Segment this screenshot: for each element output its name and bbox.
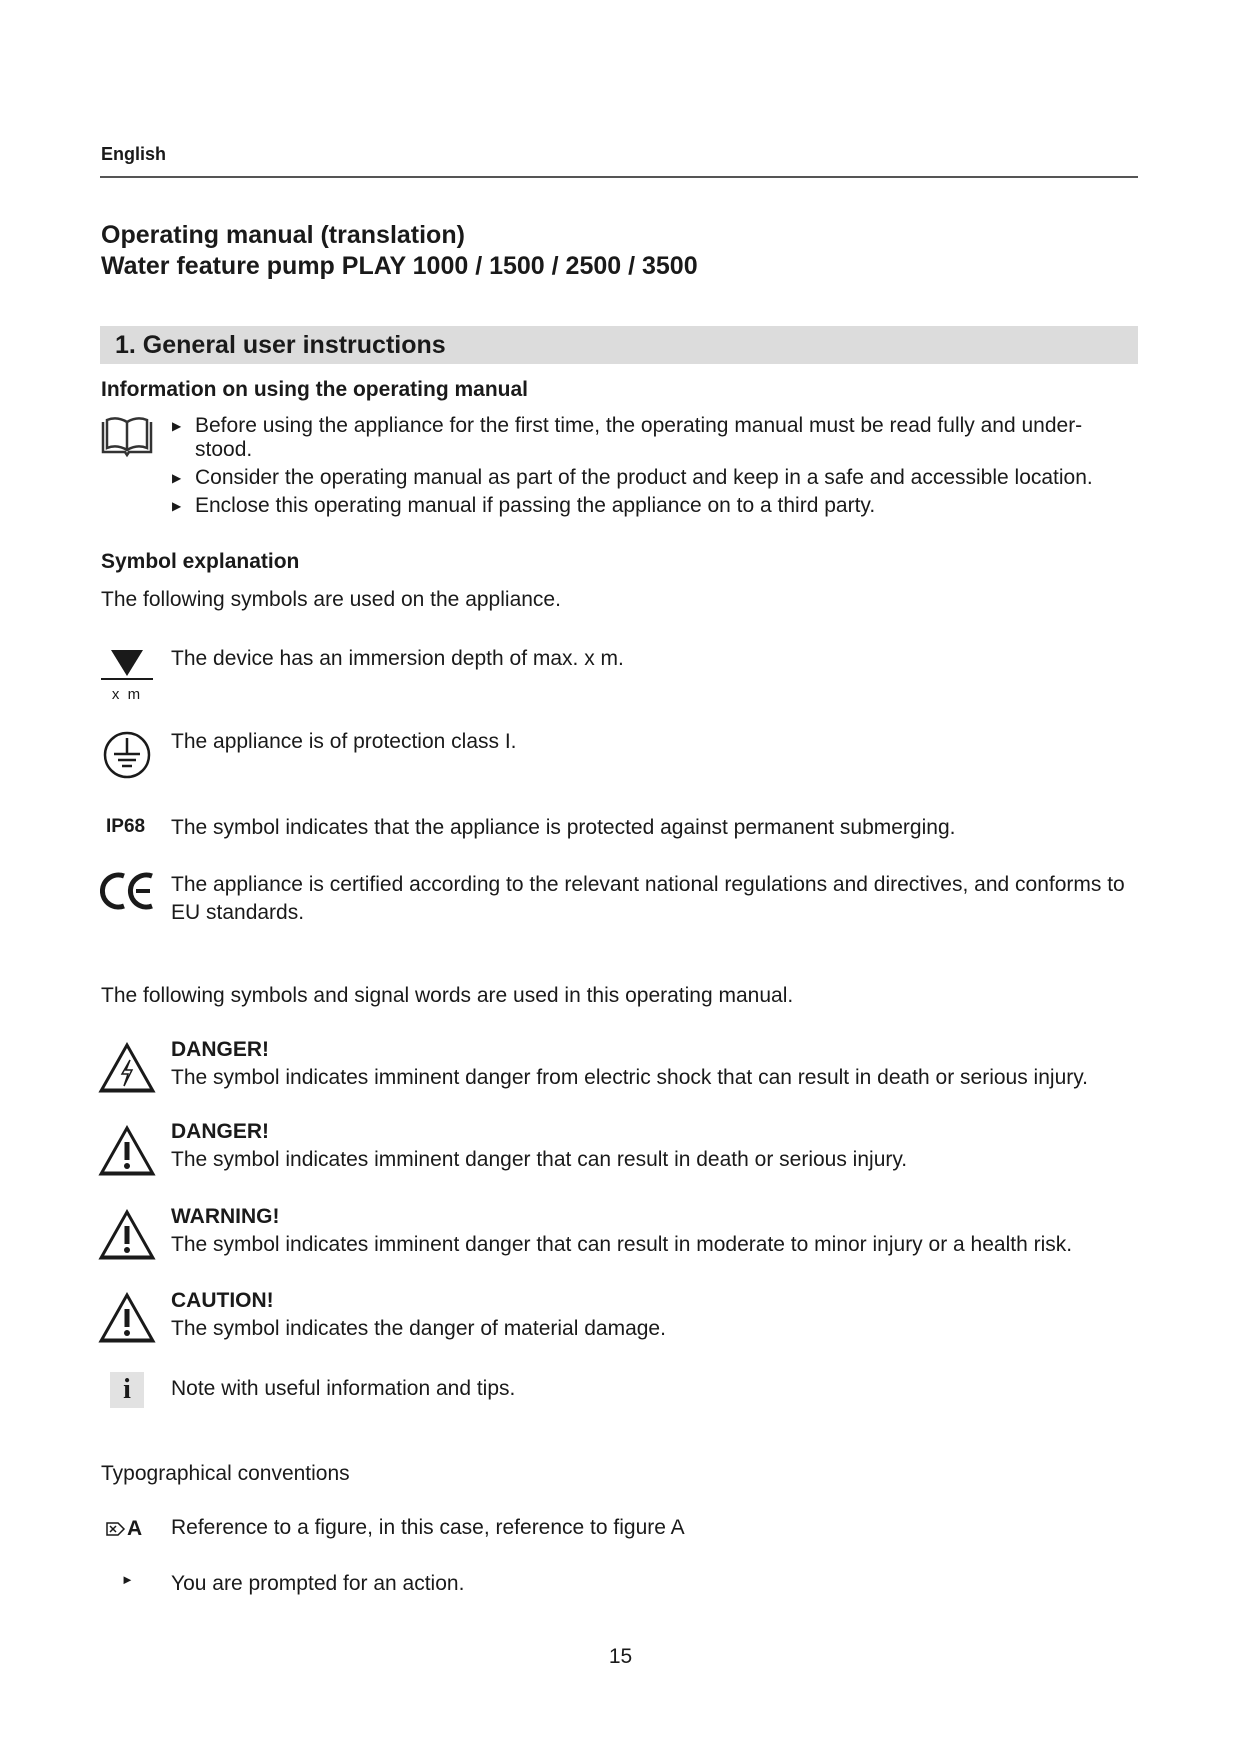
signal-caution xyxy=(171,1287,1146,1343)
ip68-label: IP68 xyxy=(106,816,146,837)
signal-danger xyxy=(171,1118,1146,1174)
page-number: 15 xyxy=(608,1645,633,1668)
signal-description: The symbol indicates imminent danger that can result in death or serious injury. xyxy=(171,1148,908,1171)
signal-description: The symbol indicates imminent danger that can result in moderate to minor injury or a health risk. xyxy=(171,1233,1073,1256)
signal-description: The symbol indicates the danger of material damage. xyxy=(171,1317,666,1340)
action-prompt-text: You are prompted for an action. xyxy=(171,1572,465,1595)
figure-reference-text: Reference to a figure, in this case, reference to figure A xyxy=(171,1516,685,1539)
signal-word: DANGER! xyxy=(171,1038,269,1061)
action-bullet-icon: ► xyxy=(121,1572,134,1587)
section-heading-bar xyxy=(100,326,1138,364)
protective-earth-icon xyxy=(102,730,152,785)
signal-word: DANGER! xyxy=(171,1120,269,1143)
list-item: ▶ Before using the appliance for the first time, the operating manual must be read fully and under-stood. xyxy=(172,414,1083,461)
ip68-text: The symbol indicates that the appliance is protected against permanent submerging. xyxy=(171,816,956,839)
typographical-conventions-heading: Typographical conventions xyxy=(101,1462,350,1485)
signal-description: The symbol indicates imminent danger from electric shock that can result in death or serious injury. xyxy=(171,1066,1089,1089)
language-label: English xyxy=(101,144,167,164)
info-icon: i xyxy=(110,1372,144,1408)
signal-word: CAUTION! xyxy=(171,1289,274,1312)
title-line-1: Operating manual (translation) xyxy=(101,221,465,249)
section-heading: 1. General user instructions xyxy=(115,331,446,359)
symbol-intro-text: The following symbols are used on the appliance. xyxy=(101,588,561,611)
signal-warning xyxy=(171,1203,1146,1259)
signal-words-intro: The following symbols and signal words are used in this operating manual. xyxy=(101,984,794,1007)
immersion-depth-icon xyxy=(99,648,155,702)
list-item: ▶ Enclose this operating manual if passing the appliance on to a third party. xyxy=(172,494,876,517)
list-item: ▶ Consider the operating manual as part of the product and keep in a safe and accessible location. xyxy=(172,466,1093,489)
bullet-triangle-icon: ▶ xyxy=(172,499,182,513)
electric-shock-warning-icon xyxy=(98,1042,156,1099)
caution-icon xyxy=(98,1292,156,1349)
signal-danger-electric xyxy=(171,1036,1146,1092)
depth-label: x m xyxy=(111,686,143,703)
book-icon xyxy=(99,414,155,465)
ce-mark-icon xyxy=(100,870,156,917)
figure-reference-label: A xyxy=(127,1517,143,1540)
info-note-text: Note with useful information and tips. xyxy=(171,1377,516,1400)
manual-instructions-list xyxy=(172,414,1132,522)
danger-warning-icon xyxy=(98,1125,156,1182)
title-line-2: Water feature pump PLAY 1000 / 1500 / 2500 / 3500 xyxy=(101,252,698,280)
signal-word: WARNING! xyxy=(171,1205,280,1228)
bullet-triangle-icon: ▶ xyxy=(172,471,182,485)
figure-reference-icon xyxy=(106,1517,142,1541)
protection-class-text: The appliance is of protection class I. xyxy=(171,730,517,753)
immersion-depth-text: The device has an immersion depth of max. x m. xyxy=(171,647,624,670)
warning-icon xyxy=(98,1209,156,1266)
manual-usage-subheading: Information on using the operating manual xyxy=(101,378,529,401)
header-divider xyxy=(100,176,1138,178)
ce-text: The appliance is certified according to the relevant national regulations and directives, and conforms to EU standards. xyxy=(171,873,1125,924)
page-title xyxy=(101,220,698,282)
symbol-explanation-heading: Symbol explanation xyxy=(101,550,300,573)
bullet-triangle-icon: ▶ xyxy=(172,419,182,433)
